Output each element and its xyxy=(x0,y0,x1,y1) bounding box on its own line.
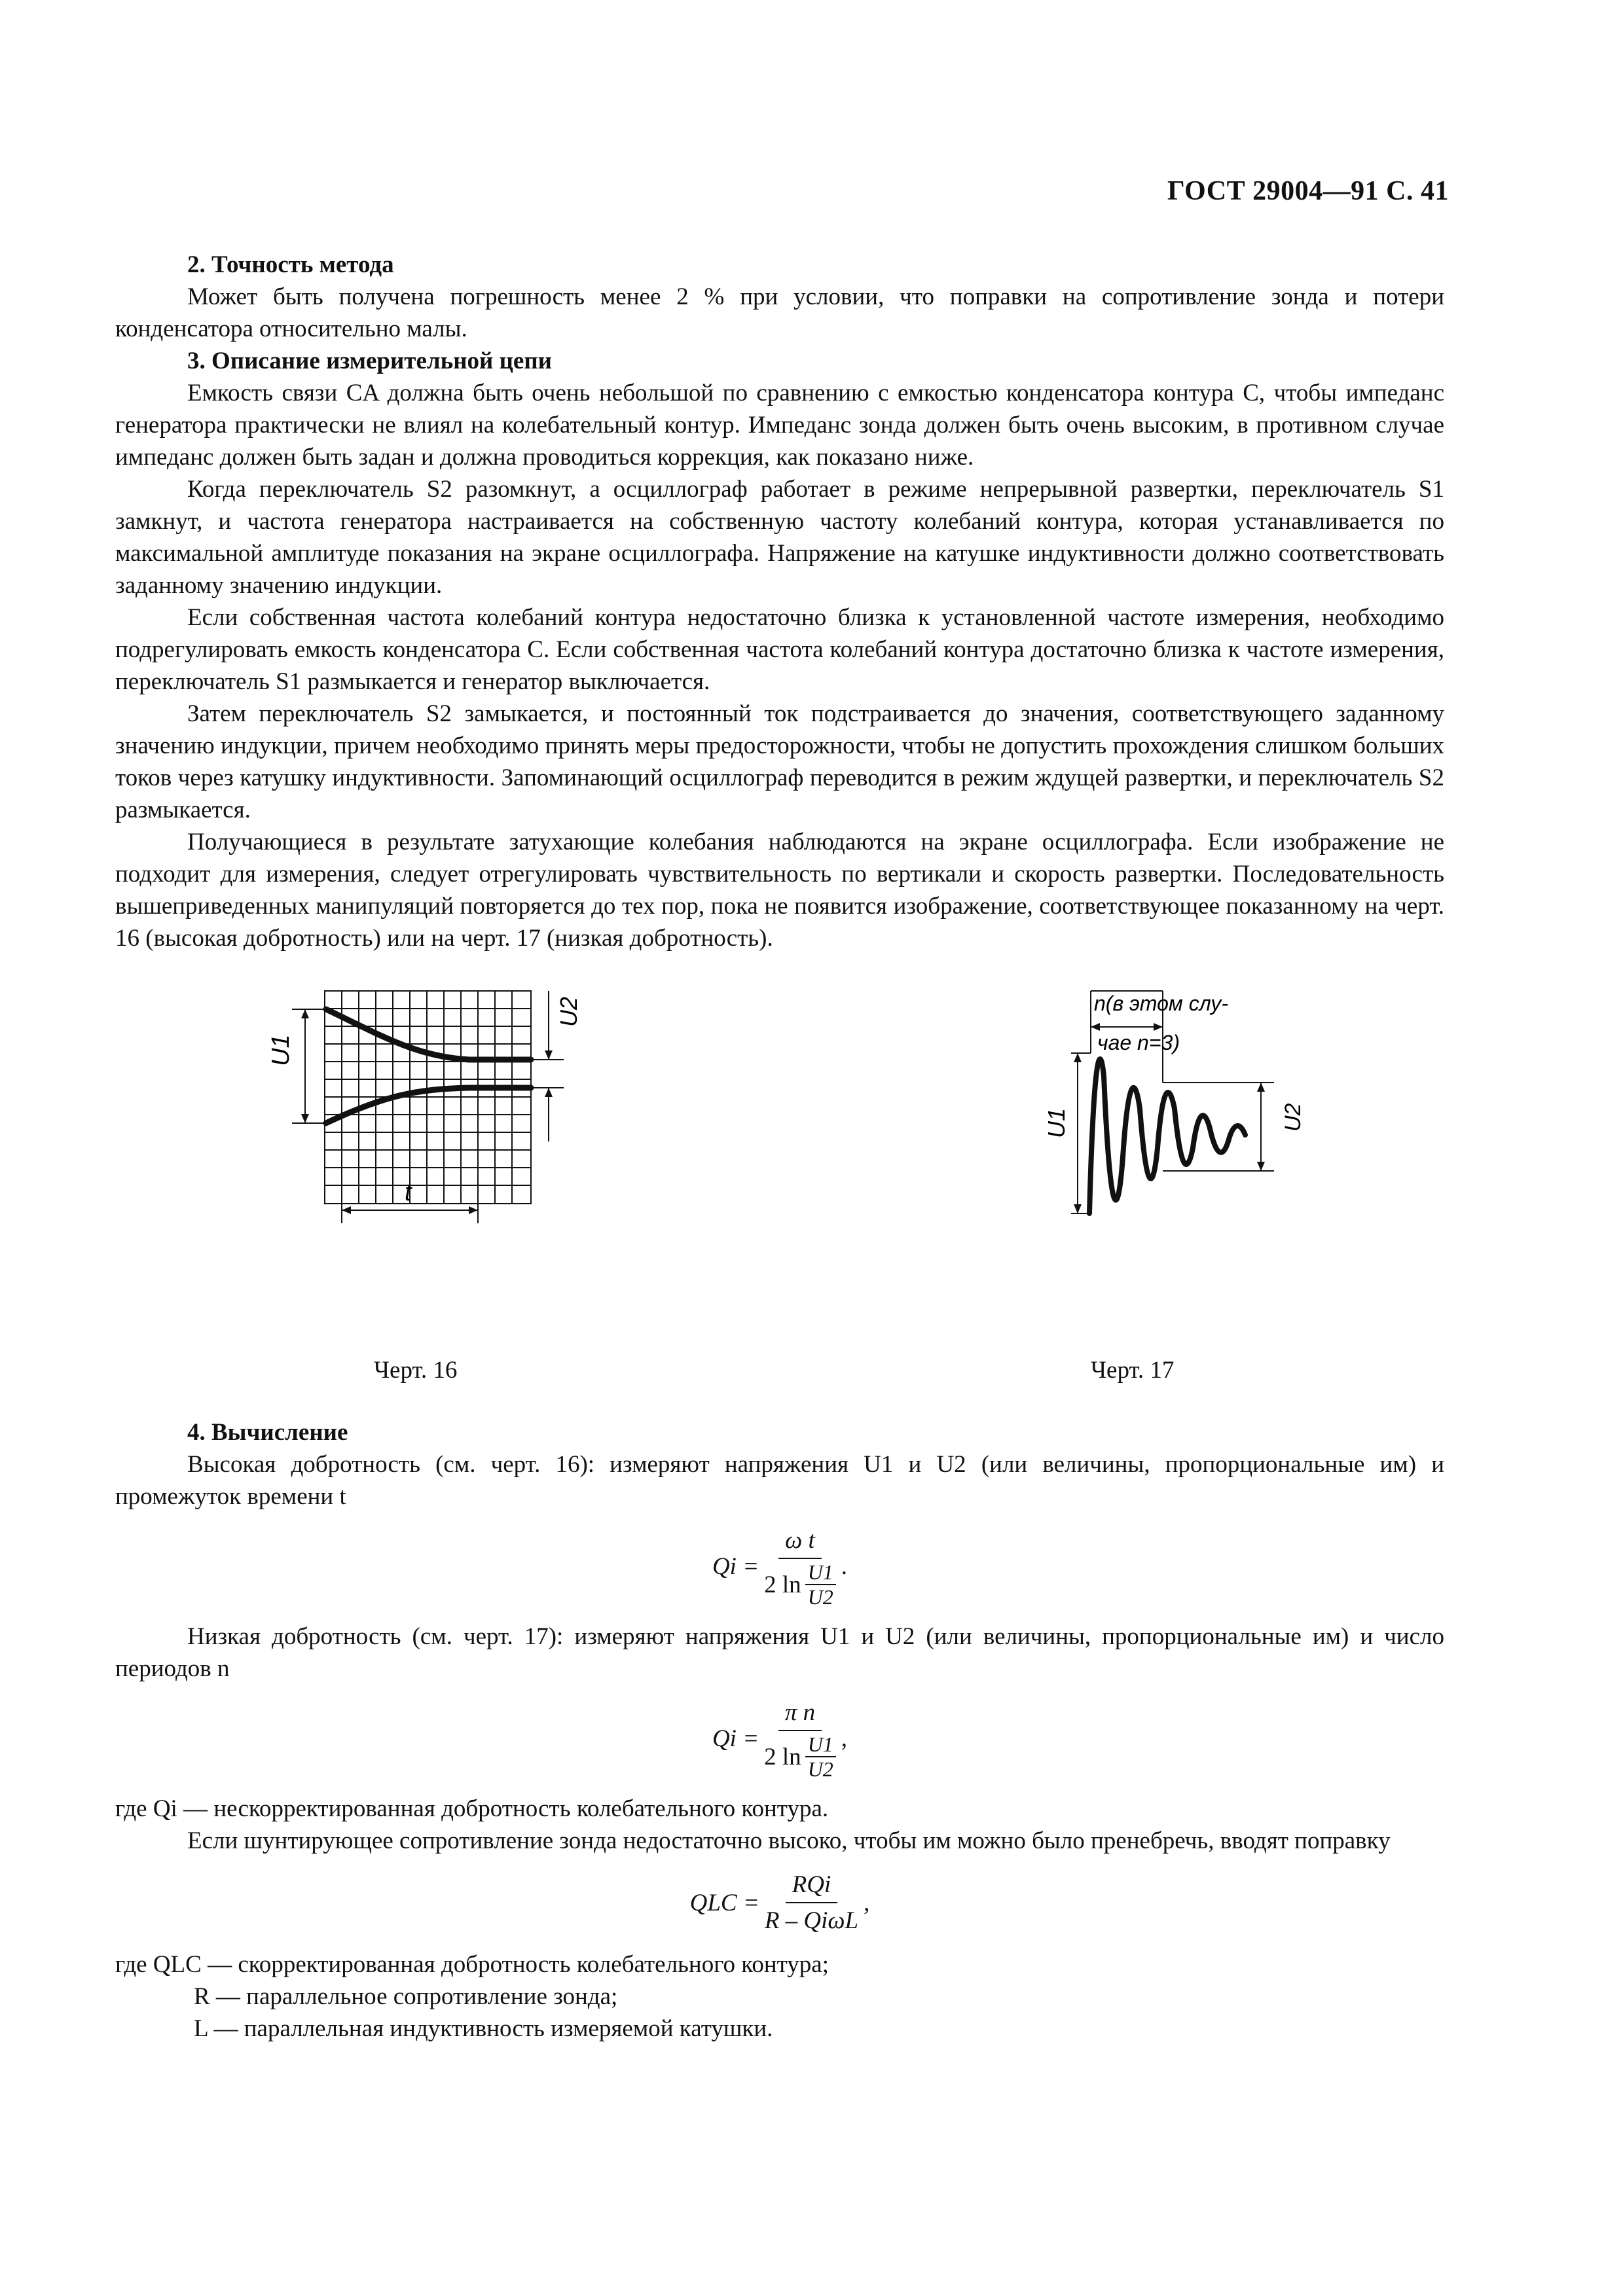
formula-1-den-prefix: 2 ln xyxy=(764,1571,801,1598)
formula-1-numerator: ω t xyxy=(778,1524,822,1559)
formula-low-q xyxy=(115,1696,1444,1781)
formula-3-fraction xyxy=(765,1869,858,1937)
formula-3-tail: , xyxy=(864,1889,870,1916)
formula-2-numerator: π n xyxy=(778,1696,822,1731)
section-2-heading: 2. Точность метода xyxy=(187,251,394,278)
figure-17-graph xyxy=(875,978,1464,1253)
figure-16-t-label: t xyxy=(405,1179,412,1206)
section-3-paragraph-4: Затем переключатель S2 замыкается, и постоянный ток подстраивается до значения, соответствующего заданному значению индукции, причем необходимо принять меры предосторожности, чтобы не допустить прохождения слишком больших токов через катушку индуктивности. Запоминающий осциллограф переводится в режим ждущей развертки, и переключатель S2 размыкается. xyxy=(115,700,1444,823)
formula-2-den-prefix: 2 ln xyxy=(764,1743,801,1770)
formula-1-ratio xyxy=(805,1560,836,1609)
section-3-paragraph-5: Получающиеся в результате затухающие колебания наблюдаются на экране осциллографа. Если изображение не подходит для измерения, следует отрегулировать чувствительность по вертикали и скорость развертки. Последовательность вышеприведенных манипуляций повторяется до тех пор, пока не появится изображение, соответствующее показанному на черт. 16 (высокая добротность) или на черт. 17 (низкая добротность). xyxy=(115,829,1444,952)
section-4-paragraph-2: Низкая добротность (см. черт. 17): измеряют напряжения U1 и U2 (или величины, пропорциональные им) и число периодов n xyxy=(115,1623,1444,1682)
figure-17-u2-label: U2 xyxy=(1281,1103,1305,1132)
definitions-list xyxy=(115,1948,1444,2045)
figure-17-annotation-line-1: n(в этом слу- xyxy=(1094,992,1229,1015)
formula-2-ratio-num: U1 xyxy=(805,1732,836,1757)
formula-2-lhs: Qi = xyxy=(712,1725,759,1752)
section-2-text: Может быть получена погрешность менее 2 % при условии, что поправки на сопротивление зонда и потери конденсатора относительно малы. xyxy=(115,283,1444,342)
formula-2-ratio-den: U2 xyxy=(807,1757,833,1781)
section-4-paragraph-1: Высокая добротность (см. черт. 16): измеряют напряжения U1 и U2 (или величины, пропорциональные им) и промежуток времени t xyxy=(115,1451,1444,1510)
where-qlc: где QLC — скорректированная добротность колебательного контура; xyxy=(115,1951,830,1978)
page-header: ГОСТ 29004—91 С. 41 xyxy=(1167,176,1449,206)
figure-17-caption: Черт. 17 xyxy=(1091,1357,1175,1384)
formula-2-denominator xyxy=(764,1731,836,1781)
formula-2-tail: , xyxy=(841,1725,848,1752)
formula-1-lhs: Qi = xyxy=(712,1553,759,1580)
figure-16-graph xyxy=(253,978,711,1253)
section-4-paragraph-3: Если шунтирующее сопротивление зонда недостаточно высоко, чтобы им можно было пренебречь, вводят поправку xyxy=(187,1827,1391,1854)
figure-16-u2-label: U2 xyxy=(555,996,582,1027)
formula-high-q xyxy=(115,1524,1444,1609)
where-l: L — параллельная индуктивность измеряемой катушки. xyxy=(194,2015,773,2042)
section-3-paragraph-1: Емкость связи CA должна быть очень небольшой по сравнению с емкостью конденсатора контура C, чтобы импеданс генератора практически не влиял на колебательный контур. Импеданс зонда должен быть очень высоким, в противном случае импеданс должен быть задан и должна проводиться коррекция, как показано ниже. xyxy=(115,380,1444,471)
section-3-paragraph-2: Когда переключатель S2 разомкнут, а осциллограф работает в режиме непрерывной развертки, переключатель S1 замкнут, и частота генератора настраивается на собственную частоту колебаний контура, которая устанавливается по максимальной амплитуде показания на экране осциллографа. Напряжение на катушке индуктивности должно соответствовать заданному значению индукции. xyxy=(115,476,1444,599)
formula-3-denominator: R – QiωL xyxy=(764,1907,859,1934)
formula-2-ratio xyxy=(805,1732,836,1781)
formula-1-denominator xyxy=(764,1559,836,1609)
figures-row xyxy=(115,978,1444,1384)
document-body xyxy=(115,249,1444,2045)
where-qi: где Qi — нескорректированная добротность колебательного контура. xyxy=(115,1795,829,1822)
section-3-heading: 3. Описание измерительной цепи xyxy=(187,348,552,374)
formula-corrected-q xyxy=(115,1869,1444,1937)
formula-2-fraction xyxy=(764,1696,836,1781)
formula-3-numerator: RQi xyxy=(786,1869,838,1903)
formula-1-ratio-den: U2 xyxy=(807,1585,833,1609)
figure-17-annotation-line-2: чае n=3) xyxy=(1097,1031,1180,1054)
where-r: R — параллельное сопротивление зонда; xyxy=(194,1983,618,2010)
section-4-heading: 4. Вычисление xyxy=(187,1419,348,1446)
section-3-paragraph-3: Если собственная частота колебаний контура недостаточно близка к установленной частоте измерения, необходимо подрегулировать емкость конденсатора C. Если собственная частота колебаний контура достаточно близка к частоте измерения, переключатель S1 размыкается и генератор выключается. xyxy=(115,604,1444,695)
figure-17-u1-label: U1 xyxy=(1043,1107,1070,1138)
formula-1-fraction xyxy=(764,1524,836,1609)
formula-1-tail: . xyxy=(841,1553,848,1580)
formula-3-lhs: QLC = xyxy=(689,1889,759,1916)
figure-16-u1-label: U1 xyxy=(267,1034,295,1066)
figure-16-caption: Черт. 16 xyxy=(374,1357,458,1384)
formula-1-ratio-num: U1 xyxy=(805,1560,836,1585)
